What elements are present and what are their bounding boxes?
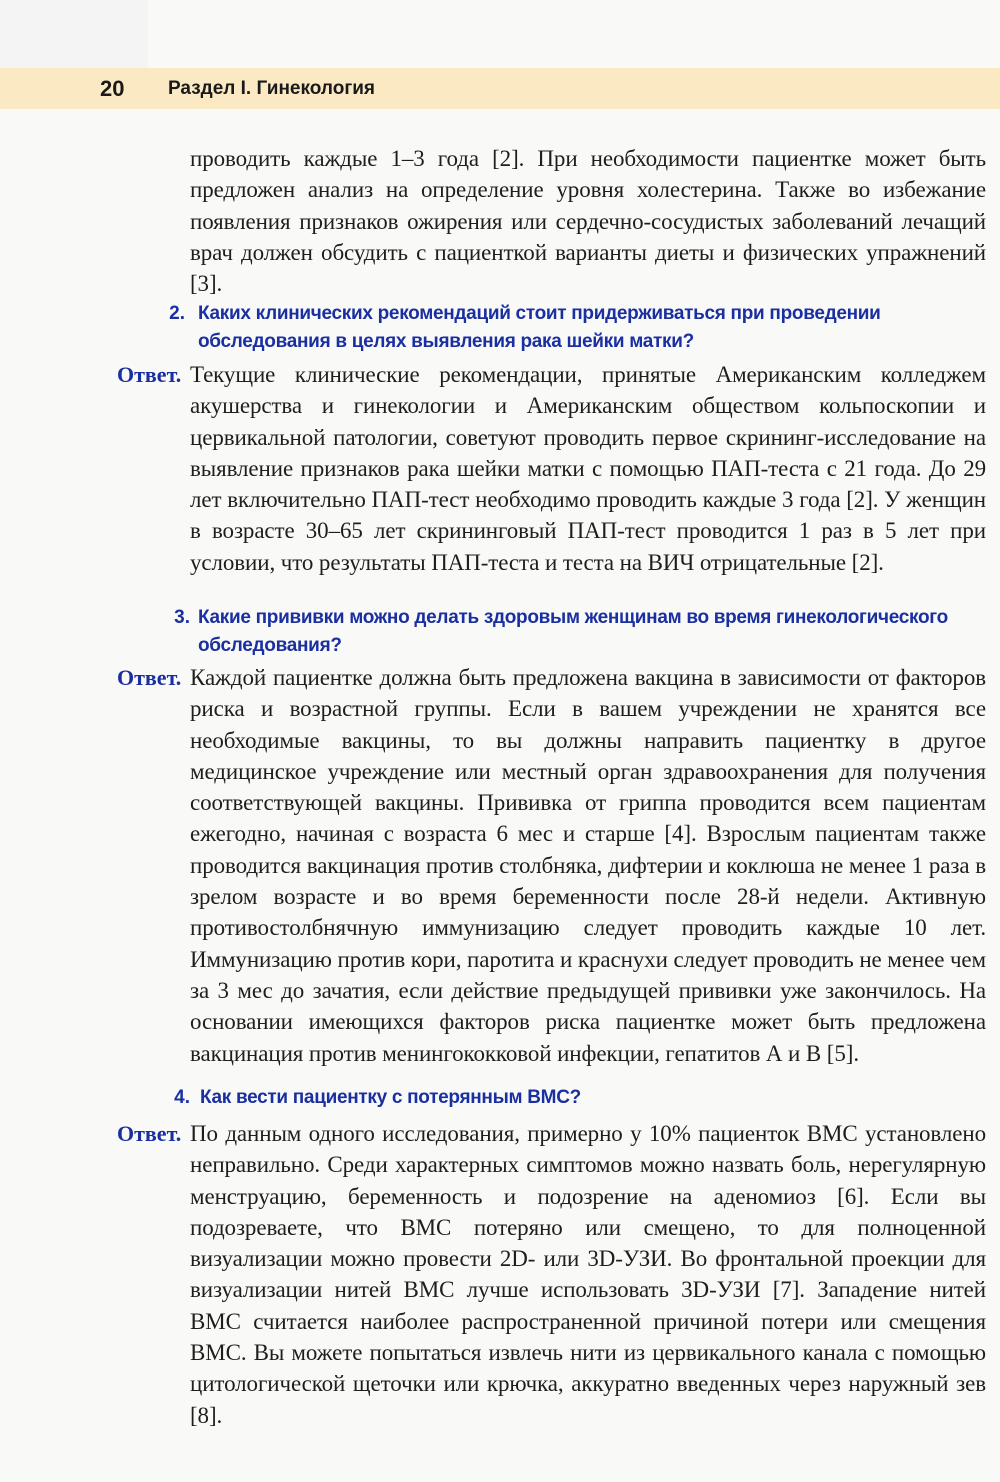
question-number: 2.: [169, 303, 185, 324]
question-text: Какие прививки можно делать здоровым женщинам во время гинекологического обследования?: [198, 607, 948, 656]
answer-label: Ответ.: [117, 1121, 182, 1146]
question-number: 3.: [174, 607, 190, 628]
answer-text: По данным одного исследования, примерно у 10% пациенток ВМС установлено неправильно. Среди характерных симптомов можно назвать боль, нерегулярную менструацию, беременность и подозрение на аденомиоз [6]. Если вы подозреваете, что ВМС потеряно или смещено, то для полноценной визуализации можно провести 2D- или 3D-УЗИ. Во фронтальной проекции для визуализации нитей ВМС лучше использовать 3D-УЗИ [7]. Западение нитей ВМС считается наиболее распространенной причиной потери или смещения ВМС. Вы можете попытаться извлечь нити из цервикального канала с помощью цитологической щеточки или крючка, аккуратно введенных через наружный зев [8].: [190, 1121, 986, 1428]
question-text: Каких клинических рекомендаций стоит придерживаться при проведении обследования в целях выявления рака шейки матки?: [198, 303, 881, 352]
page-number: 20: [100, 76, 125, 101]
question-block: [198, 604, 988, 660]
answer-text: Каждой пациентке должна быть предложена вакцина в зависимости от факторов риска и возрастной группы. Если в вашем учреждении не хранятся все необходимые вакцины, то вы должны направить пациентку в другое медицинское учреждение или местный орган здравоохранения для получения соответствующей вакцины. Прививка от гриппа проводится всем пациентам ежегодно, начиная с возраста 6 мес и старше [4]. Взрослым пациентам также проводится вакцинация против столбняка, дифтерии и коклюша не менее 1 раза в зрелом возрасте и во время беременности после 28-й недели. Активную противостолбнячную иммунизацию следует проводить каждые 10 лет. Иммунизацию против кори, паротита и краснухи следует проводить не менее чем за 3 мес до зачатия, если действие предыдущей прививки уже закончилось. На основании имеющихся факторов риска пациентке может быть предложена вакцинация против менингококковой инфекции, гепатитов А и В [5].: [190, 665, 986, 1066]
section-title: Раздел I. Гинекология: [168, 78, 375, 99]
answer-block: [190, 359, 986, 578]
question-block: [200, 1084, 990, 1112]
answer-text: Текущие клинические рекомендации, принятые Американским колледжем акушерства и гинекологии и Американским обществом кольпоскопии и цервикальной патологии, советуют проводить первое скрининг-исследование на выявление признаков рака шейки матки с помощью ПАП-теста с 21 года. До 29 лет включительно ПАП-тест необходимо проводить каждые 3 года [2]. У женщин в возрасте 30–65 лет скрининговый ПАП-тест проводится 1 раз в 5 лет при условии, что результаты ПАП-теста и теста на ВИЧ отрицательные [2].: [190, 362, 986, 575]
question-number: 4.: [174, 1087, 190, 1108]
page-corner: [0, 0, 148, 68]
question-block: [198, 300, 988, 356]
answer-label: Ответ.: [117, 665, 182, 690]
answer-label: Ответ.: [117, 362, 182, 387]
running-header: [0, 68, 1000, 109]
answer-block: [190, 1118, 986, 1431]
intro-paragraph: проводить каждые 1–3 года [2]. При необходимости пациентке может быть предложен анализ на определение уровня холестерина. Также во избежание появления признаков ожирения или сердечно-сосудистых заболеваний лечащий врач должен обсудить с пациенткой варианты диеты и физических упражнений [3].: [190, 146, 986, 297]
intro-paragraph-block: [190, 143, 986, 299]
question-text: Как вести пациентку с потерянным ВМС?: [200, 1087, 581, 1108]
answer-block: [190, 662, 986, 1069]
